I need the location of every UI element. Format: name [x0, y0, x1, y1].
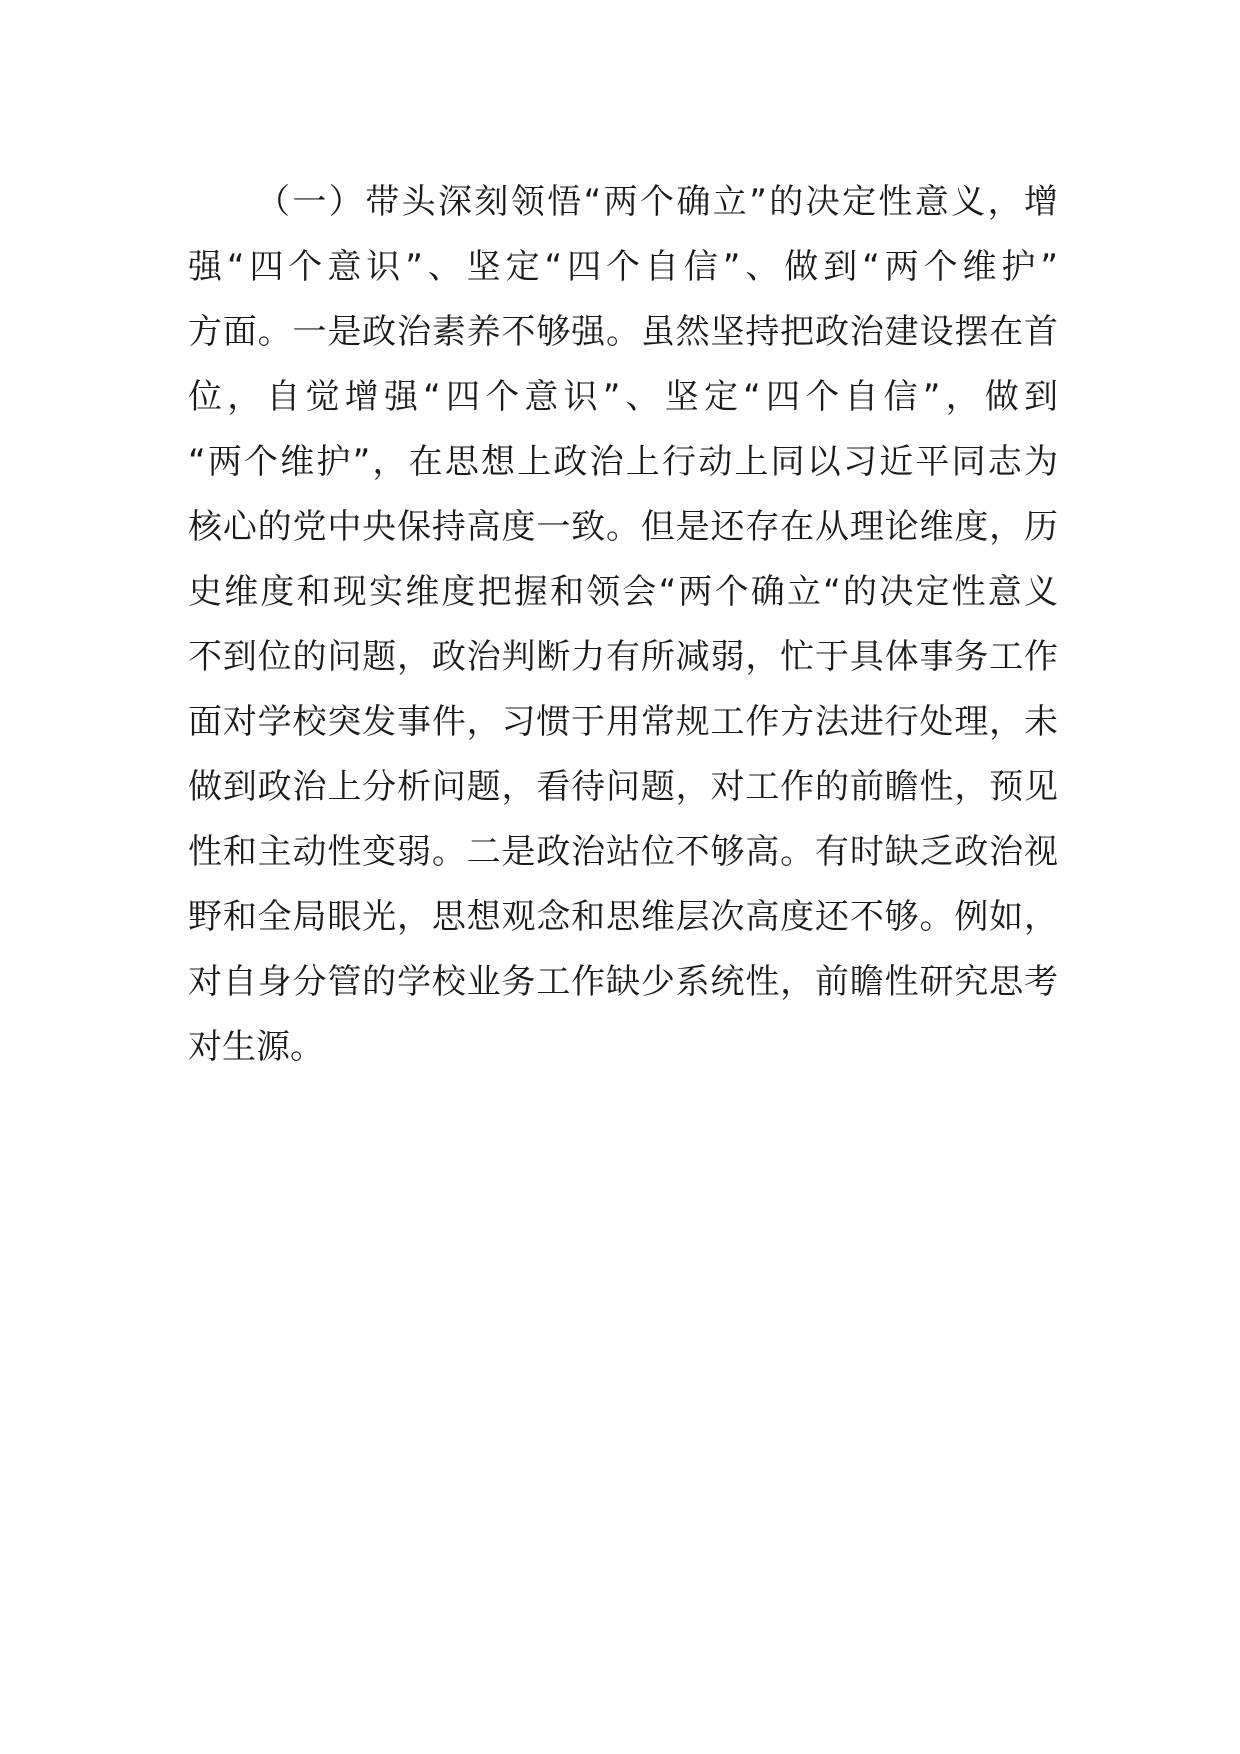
paragraph-line-5: “两个维护”，在思想上政治上行动上同以习近平同志为 — [188, 442, 1058, 482]
paragraph-line-12: 野和全局眼光，思想观念和思维层次高度还不够。例如， — [188, 897, 1058, 937]
paragraph-line-13: 对自身分管的学校业务工作缺少系统性，前瞻性研究思考 — [188, 962, 1058, 1002]
paragraph-line-4: 位，自觉增强“四个意识”、坚定“四个自信”，做到 — [188, 377, 1058, 417]
body-paragraph — [188, 170, 1058, 1080]
paragraph-line-14: 对生源。 — [188, 1027, 324, 1067]
paragraph-line-7: 史维度和现实维度把握和领会“两个确立“的决定性意义 — [188, 572, 1058, 612]
paragraph-line-9: 面对学校突发事件，习惯于用常规工作方法进行处理，未 — [188, 702, 1058, 742]
paragraph-line-10: 做到政治上分析问题，看待问题，对工作的前瞻性，预见 — [188, 767, 1058, 807]
paragraph-line-8: 不到位的问题，政治判断力有所减弱，忙于具体事务工作 — [188, 637, 1058, 677]
paragraph-line-11: 性和主动性变弱。二是政治站位不够高。有时缺乏政治视 — [188, 832, 1058, 872]
paragraph-line-6: 核心的党中央保持高度一致。但是还存在从理论维度，历 — [188, 507, 1058, 547]
paragraph-line-1: （一）带头深刻领悟“两个确立”的决定性意义，增 — [256, 182, 1058, 222]
paragraph-line-2: 强“四个意识”、坚定“四个自信”、做到“两个维护” — [188, 247, 1058, 287]
paragraph-line-3: 方面。一是政治素养不够强。虽然坚持把政治建设摆在首 — [188, 312, 1058, 352]
